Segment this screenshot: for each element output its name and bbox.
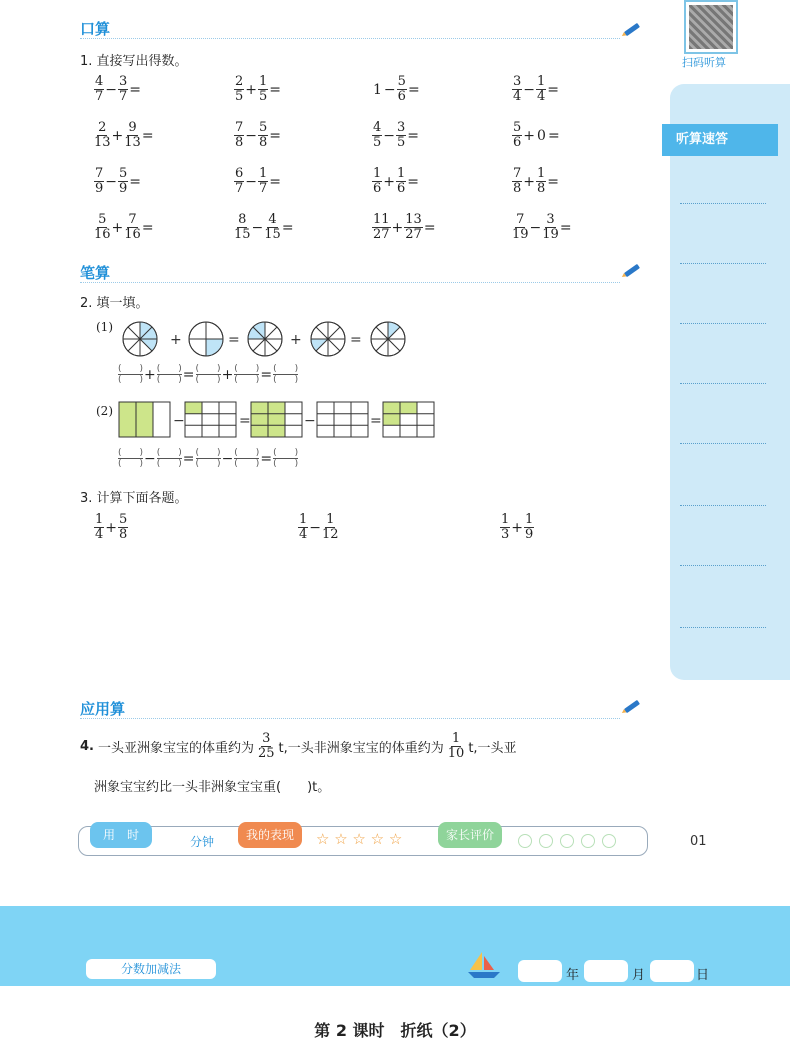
fraction: $\frac{5}{6}$ [397,74,406,104]
plus-sign: + [170,332,182,348]
q4-number: 4. [80,739,94,754]
q1-expression [372,213,437,242]
answer-line[interactable] [680,627,766,628]
operator: = [423,219,436,236]
fraction: $\frac{1}{7}$ [259,166,268,196]
operator: = [260,366,273,383]
section-divider [80,38,620,39]
minutes-label: 分钟 [190,835,215,849]
q2-grids [118,401,448,441]
parent-review-pill: 家长评价 [438,822,502,848]
year-box[interactable] [518,960,562,982]
operator: = [129,81,142,98]
operator: + [511,519,524,536]
circle-quarters [189,322,223,356]
answer-line[interactable] [680,443,766,444]
operator: = [407,127,420,144]
fraction: $\frac{7}{16}$ [124,212,141,242]
time-pill: 用 时 [90,822,152,848]
answer-blank[interactable]: ( ) ( ) [195,364,221,385]
fraction: $\frac{5}{8}$ [119,512,128,542]
fraction: $\frac{5}{16}$ [94,212,111,242]
smiley-icon[interactable] [560,834,574,848]
operator: = [407,173,420,190]
grid-twelfths [251,402,302,437]
fraction: $\frac{4}{5}$ [373,120,382,150]
circle-eighths [311,322,345,356]
answer-blank[interactable]: ( ) ( ) [156,364,182,385]
answer-line[interactable] [680,323,766,324]
operator: = [281,219,294,236]
q2-circles [120,320,420,360]
operator: − [221,450,234,467]
answer-blank[interactable]: ( ) ( ) [234,364,260,385]
operator: = [129,173,142,190]
operator: − [245,173,258,190]
operator: − [105,173,118,190]
year-label: 年 [566,968,580,983]
fraction: $\frac{3}{5}$ [397,120,406,150]
svg-text:=: = [370,413,382,429]
q1-expression [94,167,142,196]
operator: + [523,127,536,144]
q4-line1 [80,732,517,761]
q2-part2-blanks [118,448,298,469]
q4-text-2: t,一头非洲象宝宝的体重约为 [278,741,444,756]
fraction: $\frac{7}{8}$ [235,120,244,150]
q1-expression [512,213,573,242]
q3-title: 3. 计算下面各题。 [80,491,188,506]
svg-text:−: − [173,413,185,429]
answer-blank[interactable]: ( ) ( ) [156,448,182,469]
answer-line[interactable] [680,383,766,384]
q1-expression [372,167,420,196]
fraction: $\frac{7}{19}$ [512,212,529,242]
q3-expression [94,513,128,542]
fraction: $\frac{3}{19}$ [542,212,559,242]
scan-label: 扫码听算 [682,56,726,69]
operator: + [144,366,156,383]
operator: + [523,173,536,190]
fraction: $\frac{5}{9}$ [119,166,128,196]
grid-twelfths [317,402,368,437]
month-box[interactable] [584,960,628,982]
operator: − [251,219,264,236]
q1-expression [94,121,155,150]
smiley-icon[interactable] [602,834,616,848]
operator: = [141,127,154,144]
fraction: $\frac{1}{9}$ [525,512,534,542]
q3-expression [298,513,339,542]
operator: = [547,81,560,98]
fraction: $\frac{3}{4}$ [513,74,522,104]
answer-line[interactable] [680,203,766,204]
q2-part2-label: (2) [96,404,113,418]
q2-part1-label: (1) [96,320,113,334]
operator: = [269,127,282,144]
answer-line[interactable] [680,565,766,566]
q2-title: 2. 填一填。 [80,296,149,311]
fraction: $\frac{1}{4}$ [537,74,546,104]
q1-expression [94,213,155,242]
operator: − [529,219,542,236]
operator: + [391,219,404,236]
fraction: $\frac{4}{15}$ [264,212,281,242]
fraction: $\frac{9}{13}$ [124,120,141,150]
operator: − [245,127,258,144]
q1-expression [94,75,142,104]
fraction: $\frac{1}{12}$ [322,512,339,542]
operator: − [383,81,396,98]
section-title-written: 笔算 [80,264,111,282]
fraction: $\frac{2}{13}$ [94,120,111,150]
fraction: $\frac{5}{6}$ [513,120,522,150]
q4-line2: 洲象宝宝约比一头非洲象宝宝重( )t。 [94,780,331,795]
q4-text-3: t,一头亚 [468,741,517,756]
q4-text-1: 一头亚洲象宝宝的体重约为 [97,741,254,756]
operator: = [269,173,282,190]
answer-blank[interactable]: ( ) ( ) [118,448,144,469]
circle-eighths [123,322,157,356]
smiley-icon[interactable] [518,834,532,848]
fraction: $\frac{11}{27}$ [373,212,390,242]
day-label: 日 [696,968,710,983]
smiley-icon[interactable] [539,834,553,848]
q1-expression [234,75,282,104]
operator: = [182,450,195,467]
answer-line[interactable] [680,263,766,264]
qr-code[interactable] [686,2,736,52]
section-title-applied: 应用算 [80,700,126,718]
performance-pill: 我的表现 [238,822,302,848]
fraction: $\frac{5}{8}$ [259,120,268,150]
q3-items [94,513,614,553]
circle-eighths [371,322,405,356]
answer-blank[interactable]: ( ) ( ) [273,448,299,469]
circle-eighths [248,322,282,356]
pencil-icon [624,264,640,277]
q1-expression [512,75,560,104]
page-number: 01 [690,834,707,849]
fraction: $\frac{6}{7}$ [235,166,244,196]
fraction: $\frac{7}{8}$ [513,166,522,196]
operator: + [105,519,118,536]
svg-text:−: − [304,413,316,429]
operator: + [221,366,234,383]
fraction: $\frac{1}{6}$ [373,166,382,196]
operator: − [523,81,536,98]
operator: + [245,81,258,98]
q2-part1-blanks [118,364,298,385]
whole-number: 0 [537,127,546,144]
fraction: $\frac{1}{5}$ [259,74,268,104]
svg-text:=: = [228,332,240,348]
q1-expression [234,213,295,242]
q1-expression [234,167,282,196]
sidebar-header: 听算速答 [662,124,778,156]
sailboat-icon [466,950,506,980]
answer-line[interactable] [680,505,766,506]
operator: = [547,127,560,144]
operator: = [269,81,282,98]
operator: = [260,450,273,467]
q1-expression [512,121,561,150]
q1-expression [372,75,421,104]
answer-blank[interactable]: ( ) ( ) [118,364,144,385]
pencil-icon [624,700,640,713]
lesson-title: 第 2 课时 折纸（2） [314,1021,476,1040]
section-divider [80,282,620,283]
q1-title: 1. 直接写出得数。 [80,54,188,69]
operator: + [111,219,124,236]
svg-text:=: = [350,332,362,348]
listening-sidebar [670,84,790,680]
fraction: $\frac{8}{15}$ [234,212,251,242]
fraction: $\frac{1}{4}$ [95,512,104,542]
answer-blank[interactable]: ( ) ( ) [195,448,221,469]
fraction: $\frac{1}{4}$ [299,512,308,542]
operator: − [309,519,322,536]
operator: − [105,81,118,98]
operator: = [141,219,154,236]
svg-text:+: + [290,332,302,348]
section-divider [80,718,620,719]
whole-number: 1 [373,81,382,98]
operator: − [383,127,396,144]
grid-twelfths [185,402,236,437]
grid-thirds [119,402,170,437]
operator: = [559,219,572,236]
operator: + [383,173,396,190]
fraction: $\frac{1}{6}$ [397,166,406,196]
q1-grid [94,75,634,255]
q1-expression [234,121,282,150]
q3-expression [500,513,534,542]
svg-text:=: = [239,413,251,429]
grid-twelfths [383,402,434,437]
smiley-rating[interactable] [518,833,623,852]
pencil-icon [624,23,640,36]
operator: − [144,450,156,467]
fraction: $\frac{3}{7}$ [119,74,128,104]
section-title-oral: 口算 [80,20,111,38]
q4-fraction-asian: $\frac{3}{25}$ [258,731,275,761]
topic-tag: 分数加减法 [86,959,216,979]
fraction: $\frac{1}{8}$ [537,166,546,196]
month-label: 月 [632,968,646,983]
smiley-icon[interactable] [581,834,595,848]
fraction: $\frac{1}{3}$ [501,512,510,542]
fraction: $\frac{4}{7}$ [95,74,104,104]
operator: = [182,366,195,383]
q1-expression [512,167,560,196]
fraction: $\frac{2}{5}$ [235,74,244,104]
q1-expression [372,121,420,150]
operator: = [547,173,560,190]
day-box[interactable] [650,960,694,982]
answer-blank[interactable]: ( ) ( ) [234,448,260,469]
star-rating[interactable]: ☆ ☆ ☆ ☆ ☆ [316,830,403,848]
answer-blank[interactable]: ( ) ( ) [273,364,299,385]
fraction: $\frac{13}{27}$ [405,212,422,242]
operator: = [407,81,420,98]
q4-fraction-african: $\frac{1}{10}$ [447,731,465,761]
operator: + [111,127,124,144]
fraction: $\frac{7}{9}$ [95,166,104,196]
